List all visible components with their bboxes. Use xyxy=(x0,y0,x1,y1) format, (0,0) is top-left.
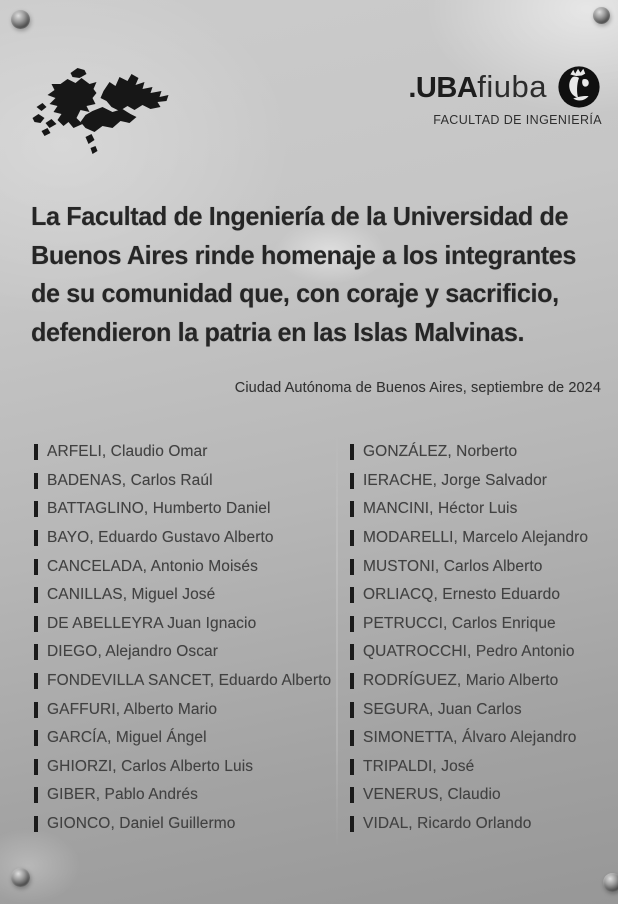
name-marker xyxy=(34,559,38,575)
names-column-right xyxy=(350,438,612,838)
name-text: CANCELADA, Antonio Moisés xyxy=(47,557,258,575)
name-text: SEGURA, Juan Carlos xyxy=(363,700,522,718)
name-text: GARCÍA, Miguel Ángel xyxy=(47,729,207,747)
name-text: VIDAL, Ricardo Orlando xyxy=(363,815,532,833)
name-text: GAFFURI, Alberto Mario xyxy=(47,700,218,718)
name-marker xyxy=(34,787,38,803)
screw-bottom-right xyxy=(603,873,618,892)
name-text: CANILLAS, Miguel José xyxy=(47,586,216,604)
name-text: FONDEVILLA SANCET, Eduardo Alberto xyxy=(47,672,332,690)
tribute-line-3: de su comunidad que, con coraje y sacrificio, xyxy=(31,278,559,308)
name-text: MANCINI, Héctor Luis xyxy=(363,500,518,518)
name-text: BADENAS, Carlos Raúl xyxy=(47,471,213,489)
name-row xyxy=(350,638,612,667)
name-row xyxy=(350,438,612,467)
name-marker xyxy=(350,473,354,489)
name-row xyxy=(34,524,340,553)
name-marker xyxy=(34,530,38,546)
name-row xyxy=(350,724,612,753)
name-marker xyxy=(34,702,38,718)
name-row xyxy=(34,781,340,810)
name-row xyxy=(34,552,340,581)
name-marker xyxy=(34,730,38,746)
name-text: GIBER, Pablo Andrés xyxy=(47,786,198,804)
name-marker xyxy=(34,501,38,517)
logo-fiuba-text: fiuba xyxy=(477,69,547,104)
name-marker xyxy=(350,587,354,603)
name-text: GHIORZI, Carlos Alberto Luis xyxy=(47,757,254,775)
name-marker xyxy=(34,644,38,660)
name-marker xyxy=(34,587,38,603)
uba-fiuba-wordmark xyxy=(408,71,547,103)
name-row xyxy=(34,810,340,839)
name-marker xyxy=(350,816,354,832)
name-row xyxy=(350,781,612,810)
name-marker xyxy=(350,673,354,689)
facultad-subtitle: FACULTAD DE INGENIERÍA xyxy=(433,113,602,127)
tribute-text xyxy=(31,197,576,351)
name-text: SIMONETTA, Álvaro Alejandro xyxy=(363,729,577,747)
name-row xyxy=(34,581,340,610)
logo-uba-text: .UBA xyxy=(408,72,478,104)
name-text: ORLIACQ, Ernesto Eduardo xyxy=(363,586,561,604)
name-marker xyxy=(350,759,354,775)
name-text: MUSTONI, Carlos Alberto xyxy=(363,557,543,575)
tribute-line-1: La Facultad de Ingeniería de la Universidad de xyxy=(31,201,569,231)
name-text: GONZÁLEZ, Norberto xyxy=(363,443,518,461)
name-marker xyxy=(350,730,354,746)
name-text: ARFELI, Claudio Omar xyxy=(47,443,208,461)
malvinas-islands-silhouette-icon xyxy=(30,60,196,160)
name-text: BATTAGLINO, Humberto Daniel xyxy=(47,500,271,518)
names-column-left xyxy=(34,438,340,838)
name-marker xyxy=(350,501,354,517)
name-text: GIONCO, Daniel Guillermo xyxy=(47,815,236,833)
name-row xyxy=(350,695,612,724)
name-row xyxy=(34,467,340,496)
name-marker xyxy=(34,473,38,489)
name-marker xyxy=(34,444,38,460)
name-marker xyxy=(350,644,354,660)
dateline: Ciudad Autónoma de Buenos Aires, septiembre de 2024 xyxy=(234,380,601,396)
name-row xyxy=(350,810,612,839)
name-marker xyxy=(34,616,38,632)
name-row xyxy=(350,667,612,696)
name-marker xyxy=(350,530,354,546)
name-row xyxy=(350,610,612,639)
name-row xyxy=(34,438,340,467)
name-text: RODRÍGUEZ, Mario Alberto xyxy=(363,672,559,690)
name-text: MODARELLI, Marcelo Alejandro xyxy=(363,529,589,547)
name-marker xyxy=(350,559,354,575)
name-text: PETRUCCI, Carlos Enrique xyxy=(363,614,556,632)
name-row xyxy=(34,753,340,782)
screw-top-right xyxy=(593,7,610,24)
name-text: TRIPALDI, José xyxy=(363,757,475,775)
name-marker xyxy=(34,759,38,775)
name-row xyxy=(34,667,340,696)
screw-top-left xyxy=(11,10,30,29)
name-row xyxy=(350,753,612,782)
name-marker xyxy=(350,787,354,803)
logo-row xyxy=(408,64,602,110)
name-text: VENERUS, Claudio xyxy=(363,786,501,804)
name-text: DIEGO, Alejandro Oscar xyxy=(47,643,219,661)
name-row xyxy=(34,724,340,753)
name-row xyxy=(350,552,612,581)
tribute-line-2: Buenos Aires rinde homenaje a los integrantes xyxy=(31,239,577,270)
name-text: DE ABELLEYRA Juan Ignacio xyxy=(47,614,257,632)
name-marker xyxy=(350,616,354,632)
name-marker xyxy=(350,702,354,718)
name-text: IERACHE, Jorge Salvador xyxy=(363,471,548,489)
screw-bottom-left xyxy=(11,868,30,887)
name-marker xyxy=(34,673,38,689)
name-row xyxy=(34,610,340,639)
name-row xyxy=(34,695,340,724)
name-marker xyxy=(350,444,354,460)
uba-fiuba-logo-block xyxy=(408,64,602,127)
name-marker xyxy=(34,816,38,832)
name-row xyxy=(34,495,340,524)
name-text: QUATROCCHI, Pedro Antonio xyxy=(363,643,575,661)
uba-crest-icon xyxy=(556,64,602,110)
tribute-line-4: defendieron la patria en las Islas Malvinas. xyxy=(31,316,525,347)
name-row xyxy=(350,581,612,610)
name-row xyxy=(350,495,612,524)
name-row xyxy=(34,638,340,667)
name-row xyxy=(350,467,612,496)
name-row xyxy=(350,524,612,553)
name-text: BAYO, Eduardo Gustavo Alberto xyxy=(47,529,274,547)
